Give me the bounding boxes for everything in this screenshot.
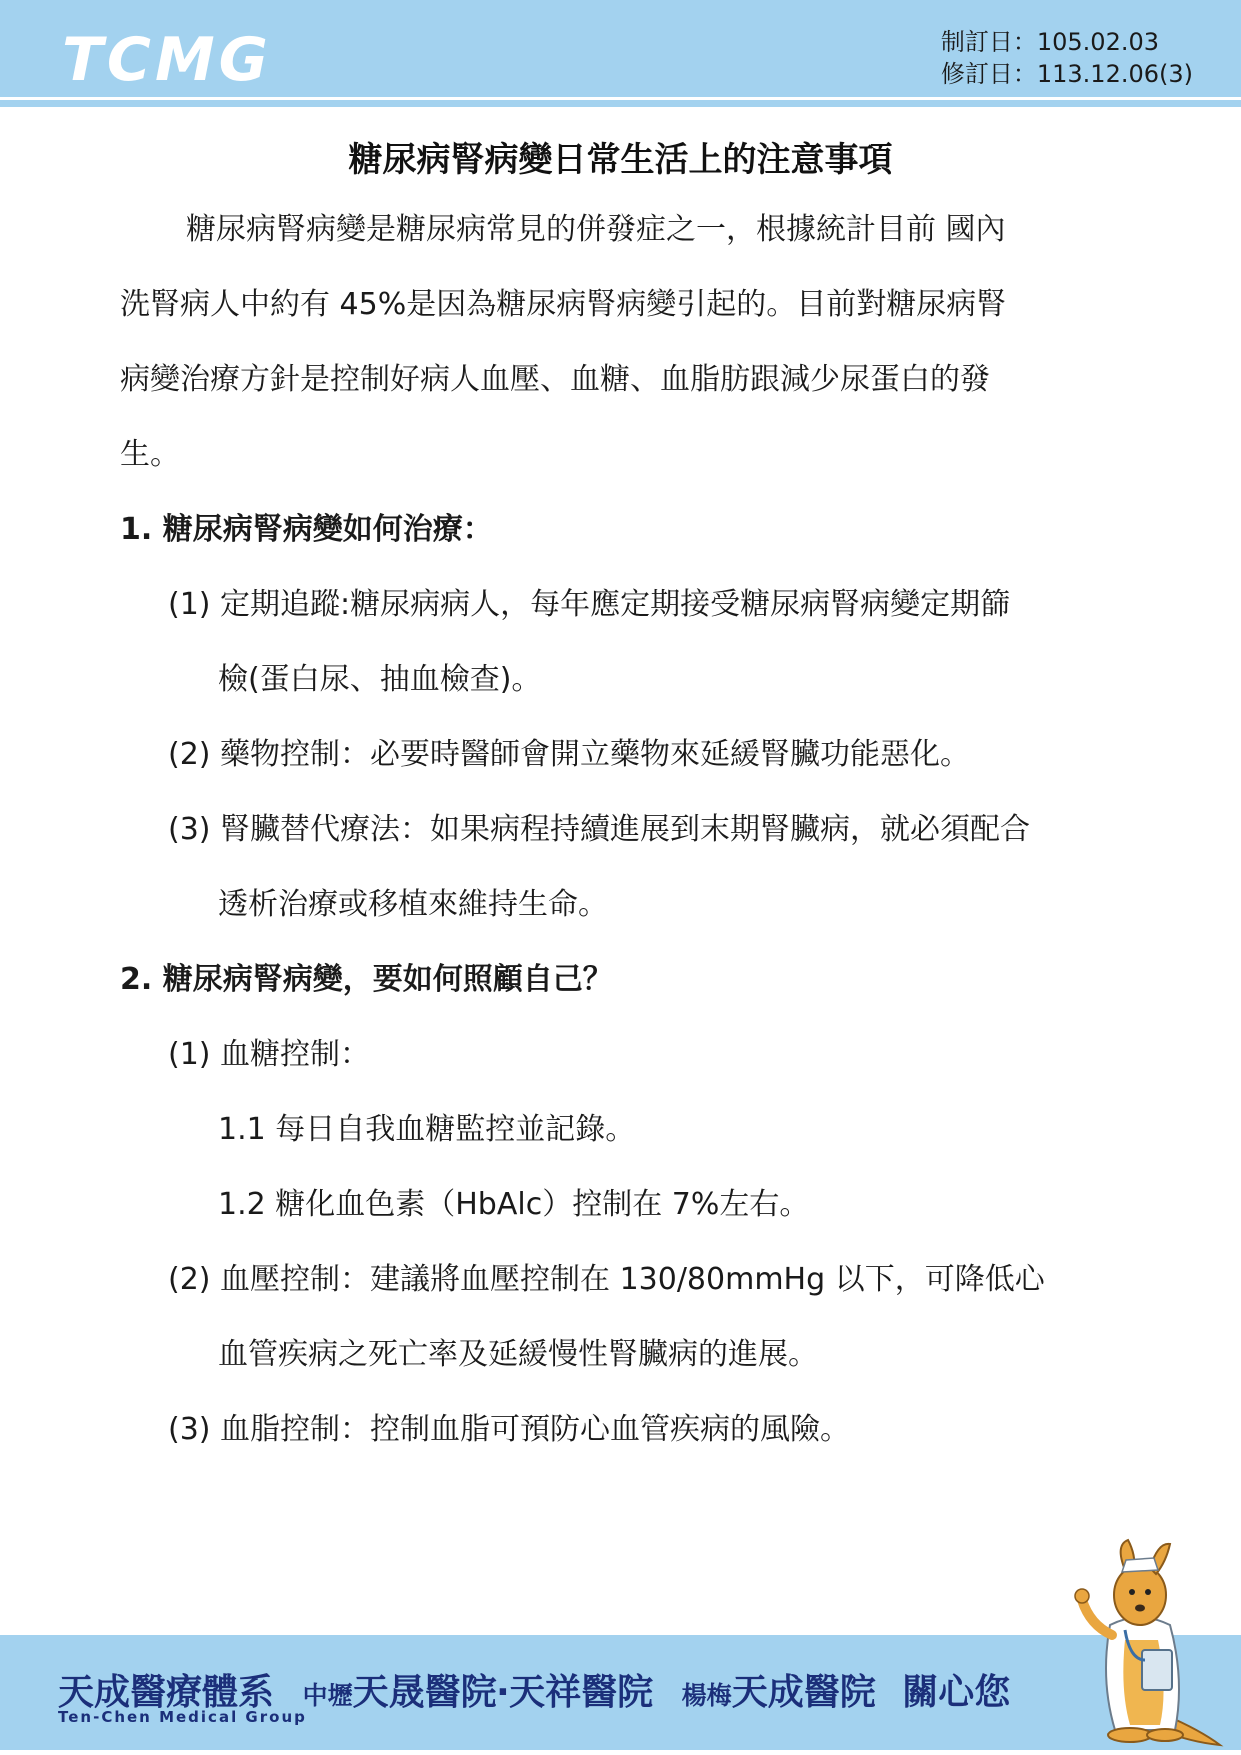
kangaroo-doctor-mascot-icon	[1070, 1530, 1230, 1755]
section-2-item-1: (1) 血糖控制：	[168, 1037, 371, 1072]
revised-date: 修訂日：113.12.06(3)	[940, 60, 1193, 88]
intro-line-3: 病變治療方針是控制好病人血壓、血糖、血脂肪跟減少尿蛋白的發	[120, 362, 990, 397]
section-1-heading: 1. 糖尿病腎病變如何治療：	[120, 512, 493, 547]
section-1-item-2: (2) 藥物控制：必要時醫師會開立藥物來延緩腎臟功能惡化。	[168, 737, 971, 772]
hospital-names-1: 天晟醫院‧天祥醫院	[352, 1672, 654, 1713]
tcmg-logo: TCMG	[62, 25, 272, 95]
intro-line-2: 洗腎病人中約有 45%是因為糖尿病腎病變引起的。目前對糖尿病腎	[120, 287, 1007, 322]
section-1-item-1: (1) 定期追蹤:糖尿病病人，每年應定期接受糖尿病腎病變定期篩	[168, 587, 1011, 622]
location-yangmei: 楊梅	[681, 1681, 732, 1710]
slogan: 關心您	[902, 1672, 1011, 1713]
section-1-item-1-cont: 檢(蛋白尿、抽血檢查)。	[218, 662, 542, 697]
created-date: 制訂日：105.02.03	[940, 28, 1160, 56]
hospital-names-2: 天成醫院	[731, 1672, 876, 1713]
section-2-sub-2: 1.2 糖化血色素（HbAlc）控制在 7%左右。	[218, 1187, 810, 1222]
section-1-item-3: (3) 腎臟替代療法：如果病程持續進展到末期腎臟病，就必須配合	[168, 812, 1031, 847]
group-name: 天成醫療體系	[58, 1672, 275, 1713]
section-2-heading: 2. 糖尿病腎病變，要如何照顧自己？	[120, 962, 613, 997]
section-1-item-3-cont: 透析治療或移植來維持生命。	[218, 887, 608, 922]
document-dates	[941, 26, 1193, 90]
group-english-name: Ten-Chen Medical Group	[58, 1708, 307, 1726]
header-divider	[0, 100, 1241, 107]
intro-line-4: 生。	[120, 437, 180, 472]
section-2-item-3: (3) 血脂控制：控制血脂可預防心血管疾病的風險。	[168, 1412, 851, 1447]
document-title: 糖尿病腎病變日常生活上的注意事項	[348, 140, 893, 180]
section-2-sub-1: 1.1 每日自我血糖監控並記錄。	[218, 1112, 636, 1147]
location-zhongli: 中壢	[302, 1681, 353, 1710]
section-2-item-2-cont: 血管疾病之死亡率及延緩慢性腎臟病的進展。	[218, 1337, 818, 1372]
section-2-item-2: (2) 血壓控制：建議將血壓控制在 130/80mmHg 以下，可降低心	[168, 1262, 1045, 1297]
intro-line-1: 糖尿病腎病變是糖尿病常見的併發症之一，根據統計目前 國內	[186, 212, 1006, 247]
